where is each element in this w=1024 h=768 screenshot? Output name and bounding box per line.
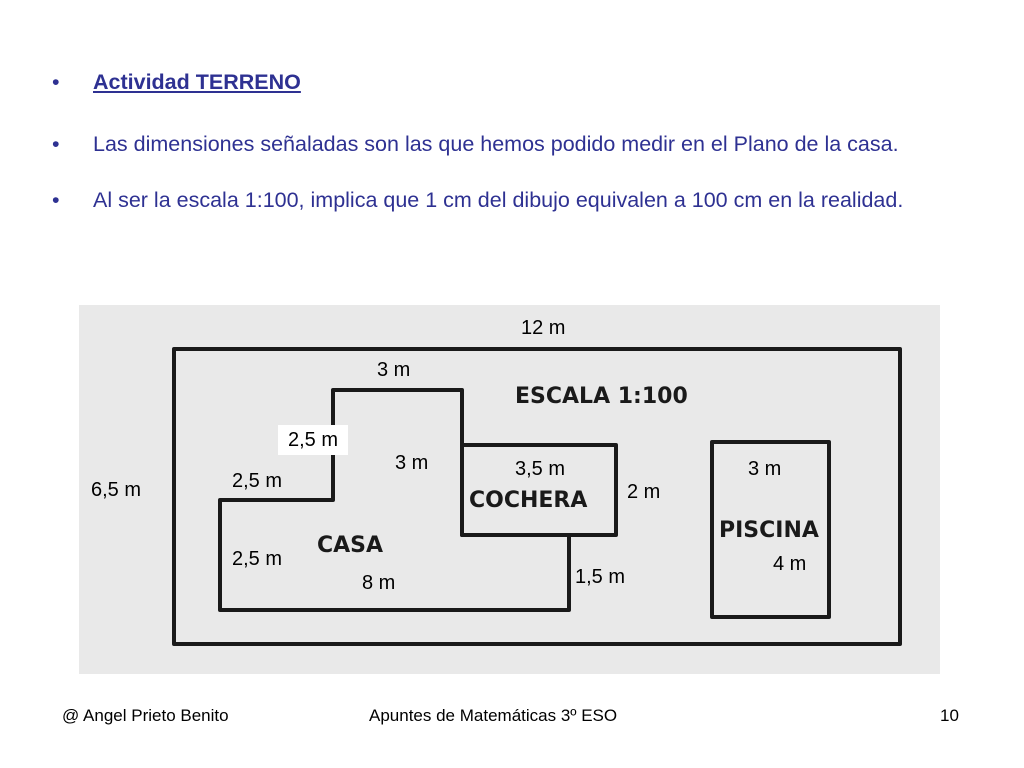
floor-plan-drawing	[79, 305, 940, 674]
piscina-label: PISCINA	[719, 518, 819, 543]
cochera-width-label: 3,5 m	[515, 458, 566, 480]
casa-top-width-label: 3 m	[377, 359, 411, 381]
escala-label: ESCALA 1:100	[515, 384, 688, 409]
bullet-marker: •	[52, 188, 60, 212]
casa-label: CASA	[317, 533, 384, 558]
page-number: 10	[940, 706, 959, 725]
terreno-height-label: 6,5 m	[91, 479, 142, 501]
casa-left-upper-label: 2,5 m	[232, 470, 283, 492]
cochera-height-label: 2 m	[627, 481, 661, 503]
casa-bottom-label: 8 m	[362, 572, 396, 594]
casa-step-label: 2,5 m	[278, 425, 348, 455]
floor-plan-image	[79, 305, 940, 674]
bullet-marker: •	[52, 70, 60, 94]
cochera-label: COCHERA	[469, 488, 588, 513]
terreno-width-label: 12 m	[521, 317, 566, 339]
casa-right-lower-label: 1,5 m	[575, 566, 626, 588]
casa-inner-height-label: 3 m	[395, 452, 429, 474]
piscina-height-label: 4 m	[773, 553, 807, 575]
piscina-width-label: 3 m	[748, 458, 782, 480]
bullet-text: Al ser la escala 1:100, implica que 1 cm del dibujo equivalen a 100 cm en la realidad.	[93, 188, 904, 212]
bullet-text: Las dimensiones señaladas son las que hemos podido medir en el Plano de la casa.	[93, 132, 899, 156]
footer-author: @ Angel Prieto Benito	[62, 706, 229, 725]
activity-title: Actividad TERRENO	[93, 70, 301, 94]
bullet-marker: •	[52, 132, 60, 156]
footer-course: Apuntes de Matemáticas 3º ESO	[369, 706, 618, 725]
casa-left-lower-label: 2,5 m	[232, 548, 283, 570]
